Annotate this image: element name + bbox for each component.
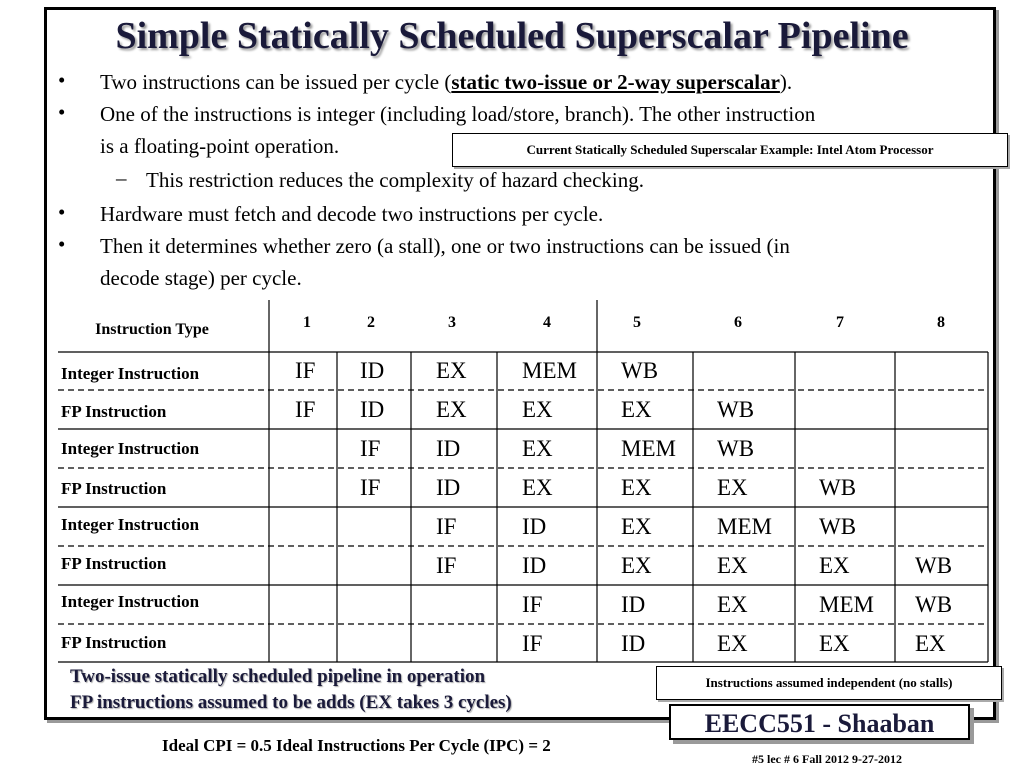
stage-cell: WB xyxy=(717,397,755,422)
footer-ideal-cpi: Ideal CPI = 0.5 Ideal Instructions Per Cycle (IPC) = 2 xyxy=(162,736,551,755)
stage-cell: IF xyxy=(436,553,457,578)
cycle-header-5: 5 xyxy=(633,314,641,331)
row-label: Integer Instruction xyxy=(61,592,200,611)
cycle-header-3: 3 xyxy=(448,314,456,331)
note-two-issue: Two-issue statically scheduled pipeline in operation xyxy=(70,666,486,687)
stage-cell: WB xyxy=(621,358,659,383)
stage-cell: IF xyxy=(360,475,381,500)
stage-cell: MEM xyxy=(717,514,772,539)
stage-cell: WB xyxy=(717,436,755,461)
bullet-issue-rate-end: ). xyxy=(779,70,793,94)
cycle-header-1: 1 xyxy=(303,314,311,331)
stage-cell: ID xyxy=(522,553,547,578)
stage-cell: MEM xyxy=(522,358,577,383)
row-label: Integer Instruction xyxy=(61,439,200,458)
stage-cell: EX xyxy=(621,514,652,539)
stage-cell: ID xyxy=(621,592,646,617)
stage-cell: EX xyxy=(717,553,748,578)
bullet-marker: • xyxy=(58,232,66,256)
stage-cell: WB xyxy=(819,475,857,500)
stage-cell: IF xyxy=(295,397,316,422)
stage-cell: WB xyxy=(819,514,857,539)
row-label: Integer Instruction xyxy=(61,515,200,534)
callout-intel-atom: Current Statically Scheduled Superscalar Example: Intel Atom Processor xyxy=(452,133,1008,167)
cycle-header-4: 4 xyxy=(543,314,551,331)
slide-title: Simple Statically Scheduled Superscalar Pipeline xyxy=(115,15,909,57)
stage-cell: EX xyxy=(915,631,946,656)
stage-cell: WB xyxy=(915,592,953,617)
stage-cell: IF xyxy=(522,631,543,656)
row-label: FP Instruction xyxy=(61,402,167,421)
bullet-issue-rate-text: Two instructions can be issued per cycle ( xyxy=(100,70,452,94)
stage-cell: EX xyxy=(717,475,748,500)
stage-cell: IF xyxy=(295,358,316,383)
stage-cell: MEM xyxy=(621,436,676,461)
table-header-instruction-type: Instruction Type xyxy=(95,321,209,338)
bullet-fetch-decode: Hardware must fetch and decode two instructions per cycle. xyxy=(100,202,604,226)
stage-cell: MEM xyxy=(819,592,874,617)
sub-bullet-marker: – xyxy=(116,166,127,190)
bullet-issue-decision-line1: Then it determines whether zero (a stall), one or two instructions can be issued (in xyxy=(100,234,790,258)
bullet-int-fp-line2: is a floating-point operation. xyxy=(100,134,340,158)
stage-cell: EX xyxy=(522,397,553,422)
bullet-issue-decision-line2: decode stage) per cycle. xyxy=(100,266,302,290)
stage-cell: ID xyxy=(436,436,461,461)
slide-info: #5 lec # 6 Fall 2012 9-27-2012 xyxy=(752,752,902,766)
row-label: FP Instruction xyxy=(61,633,167,652)
stage-cell: ID xyxy=(360,397,385,422)
bullet-marker: • xyxy=(58,68,66,92)
course-badge: EECC551 - Shaaban xyxy=(669,704,970,740)
row-label: FP Instruction xyxy=(61,554,167,573)
stage-cell: ID xyxy=(360,358,385,383)
stage-cell: EX xyxy=(717,631,748,656)
stage-cell: WB xyxy=(915,553,953,578)
stage-cell: IF xyxy=(360,436,381,461)
stage-cell: EX xyxy=(522,475,553,500)
cycle-header-6: 6 xyxy=(734,314,742,331)
stage-cell: EX xyxy=(819,631,850,656)
row-label: Integer Instruction xyxy=(61,364,200,383)
stage-cell: EX xyxy=(717,592,748,617)
cycle-header-2: 2 xyxy=(367,314,375,331)
stage-cell: ID xyxy=(621,631,646,656)
bullet-marker: • xyxy=(58,200,66,224)
note-fp-adds: FP instructions assumed to be adds (EX takes 3 cycles) xyxy=(70,692,512,713)
bullet-int-fp-line1: One of the instructions is integer (including load/store, branch). The other instruction xyxy=(100,102,816,126)
callout-independent: Instructions assumed independent (no stalls) xyxy=(656,666,1002,700)
stage-cell: EX xyxy=(436,397,467,422)
sub-bullet-restriction: This restriction reduces the complexity of hazard checking. xyxy=(146,168,644,192)
stage-cell: EX xyxy=(522,436,553,461)
stage-cell: IF xyxy=(522,592,543,617)
stage-cell: EX xyxy=(819,553,850,578)
bullet-marker: • xyxy=(58,100,66,124)
stage-cell: EX xyxy=(621,553,652,578)
stage-cell: ID xyxy=(522,514,547,539)
bullet-issue-rate-emphasis: static two-issue or 2-way superscalar xyxy=(451,70,780,94)
cycle-header-8: 8 xyxy=(937,314,945,331)
stage-cell: EX xyxy=(621,397,652,422)
cycle-header-7: 7 xyxy=(836,314,844,331)
stage-cell: ID xyxy=(436,475,461,500)
row-label: FP Instruction xyxy=(61,479,167,498)
stage-cell: EX xyxy=(436,358,467,383)
stage-cell: IF xyxy=(436,514,457,539)
stage-cell: EX xyxy=(621,475,652,500)
